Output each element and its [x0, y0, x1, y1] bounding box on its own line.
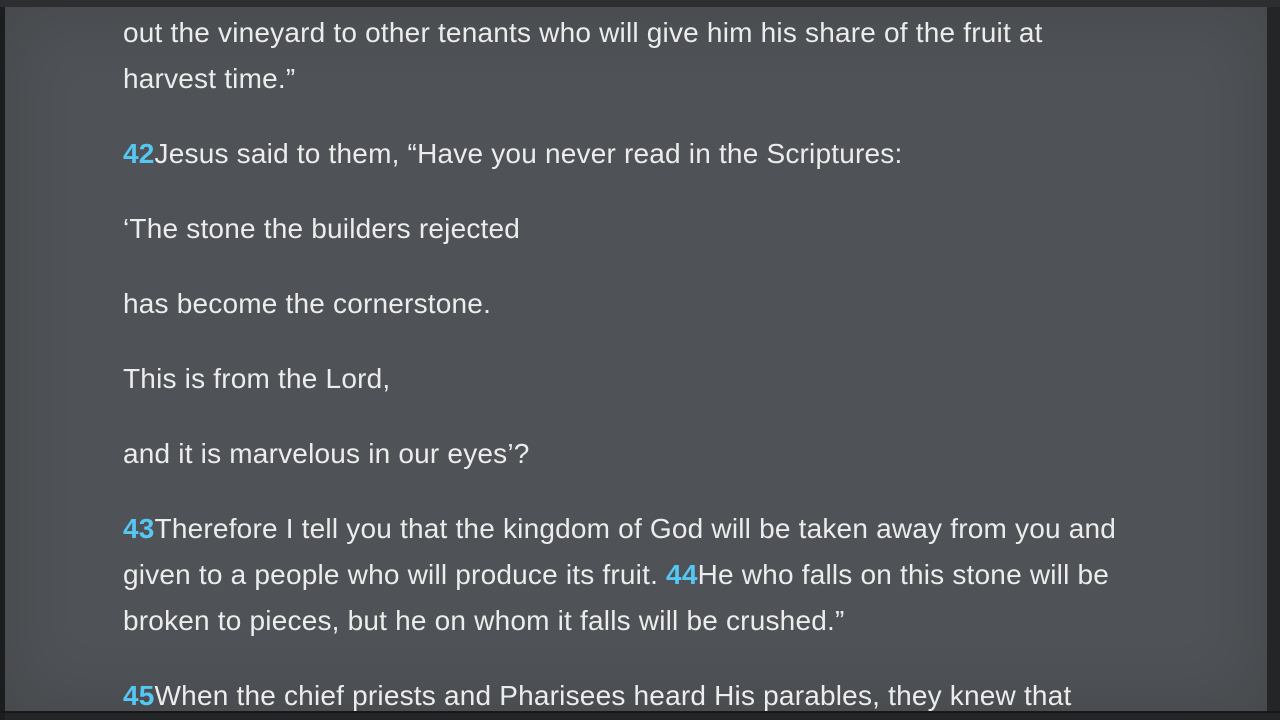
verse-number: 42: [123, 138, 155, 169]
verse-number: 44: [666, 559, 698, 590]
verse-text: This is from the Lord,: [123, 363, 391, 394]
verse-text: has become the cornerstone.: [123, 288, 492, 319]
verse-text: ‘The stone the builders rejected: [123, 213, 521, 244]
verse-text: Therefore I tell you that the kingdom of God will be taken away from you and: [154, 513, 1117, 544]
verse-text: given to a people who will produce its fruit.: [123, 559, 667, 590]
verse-text: Jesus said to them, “Have you never read in the Scriptures:: [154, 138, 903, 169]
verse-paragraph: [123, 673, 1267, 711]
scripture-content: [5, 7, 1267, 711]
paragraph: [123, 281, 1267, 327]
scripture-scroll-area[interactable]: [5, 7, 1267, 711]
paragraph: [123, 10, 1267, 102]
verse-paragraph: [123, 131, 1267, 177]
verse-text: out the vineyard to other tenants who will give him his share of the fruit at: [123, 17, 1043, 48]
verse-number: 43: [123, 513, 155, 544]
verse-text: He who falls on this stone will be: [697, 559, 1110, 590]
paragraph: [123, 431, 1267, 477]
verse-text: and it is marvelous in our eyes’?: [123, 438, 530, 469]
frame-bottom-edge: [0, 711, 1280, 713]
paragraph: [123, 356, 1267, 402]
verse-text: broken to pieces, but he on whom it falls will be crushed.”: [123, 605, 845, 636]
frame-top-edge: [0, 0, 1280, 7]
verse-text: When the chief priests and Pharisees heard His parables, they knew that: [154, 680, 1072, 711]
verse-text: harvest time.”: [123, 63, 296, 94]
verse-paragraph: [123, 506, 1267, 644]
paragraph: [123, 206, 1267, 252]
verse-number: 45: [123, 680, 155, 711]
